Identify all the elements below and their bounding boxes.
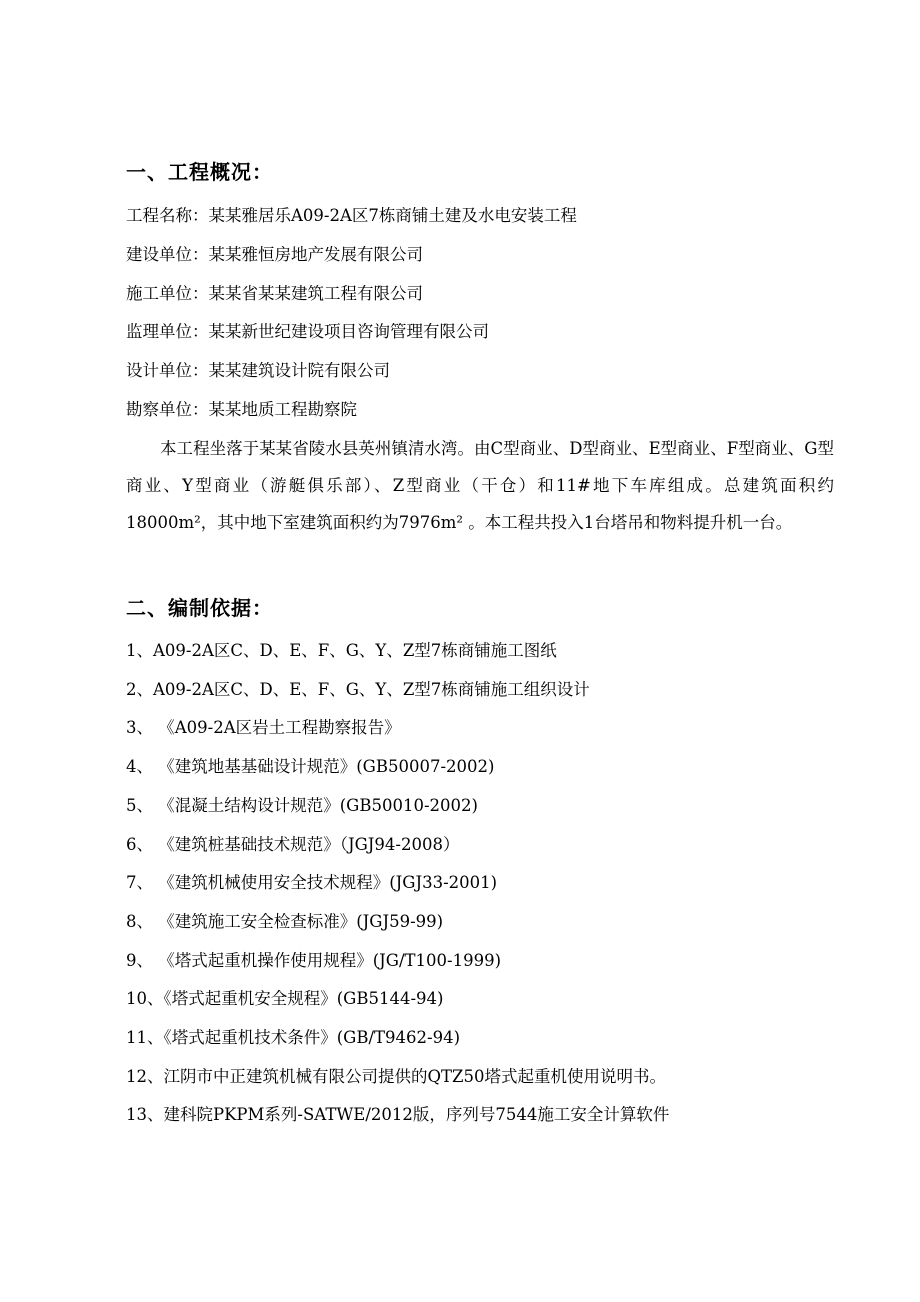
- basis-item: 8、 《建筑施工安全检查标准》(JGJ59-99): [126, 912, 444, 931]
- field-designer: 设计单位：某某建筑设计院有限公司: [126, 361, 390, 380]
- field-project-name: 工程名称：某某雅居乐A09-2A区7栋商铺土建及水电安装工程: [126, 206, 577, 225]
- overview-paragraph: [126, 430, 834, 541]
- field-surveyor: 勘察单位：某某地质工程勘察院: [126, 400, 357, 419]
- section-heading-basis: 二、编制依据：: [126, 596, 273, 620]
- basis-item: 1、A09-2A区C、D、E、F、G、Y、Z型7栋商铺施工图纸: [126, 641, 557, 660]
- overview-paragraph-text: 本工程坐落于某某省陵水县英州镇清水湾。由C型商业、D型商业、E型商业、F型商业、G型商业、Y型商业（游艇俱乐部）、Z型商业（干仓）和11#地下车库组成。总建筑面积约18000m²，其中地下室建筑面积约为7976m² 。本工程共投入1台塔吊和物料提升机一台。: [126, 439, 834, 532]
- field-contractor: 施工单位：某某省某某建筑工程有限公司: [126, 284, 423, 303]
- basis-item: 9、 《塔式起重机操作使用规程》(JG/T100-1999): [126, 951, 502, 970]
- basis-item: 4、 《建筑地基基础设计规范》(GB50007-2002): [126, 757, 495, 776]
- basis-item: 7、 《建筑机械使用安全技术规程》(JGJ33-2001): [126, 873, 498, 892]
- field-developer: 建设单位：某某雅恒房地产发展有限公司: [126, 245, 423, 264]
- basis-item: 13、建科院PKPM系列-SATWE/2012版，序列号7544施工安全计算软件: [126, 1105, 670, 1124]
- basis-item: 3、 《A09-2A区岩土工程勘察报告》: [126, 718, 401, 737]
- basis-item: 10、《塔式起重机安全规程》(GB5144-94): [126, 989, 444, 1008]
- basis-item: 12、江阴市中正建筑机械有限公司提供的QTZ50塔式起重机使用说明书。: [126, 1067, 666, 1086]
- basis-item: 6、 《建筑桩基础技术规范》（JGJ94-2008）: [126, 835, 460, 854]
- basis-item: 2、A09-2A区C、D、E、F、G、Y、Z型7栋商铺施工组织设计: [126, 680, 590, 699]
- basis-item: 11、《塔式起重机技术条件》(GB/T9462-94): [126, 1028, 461, 1047]
- section-heading-overview: 一、工程概况：: [126, 160, 273, 184]
- basis-item: 5、 《混凝土结构设计规范》(GB50010-2002): [126, 796, 478, 815]
- field-supervisor: 监理单位：某某新世纪建设项目咨询管理有限公司: [126, 322, 489, 341]
